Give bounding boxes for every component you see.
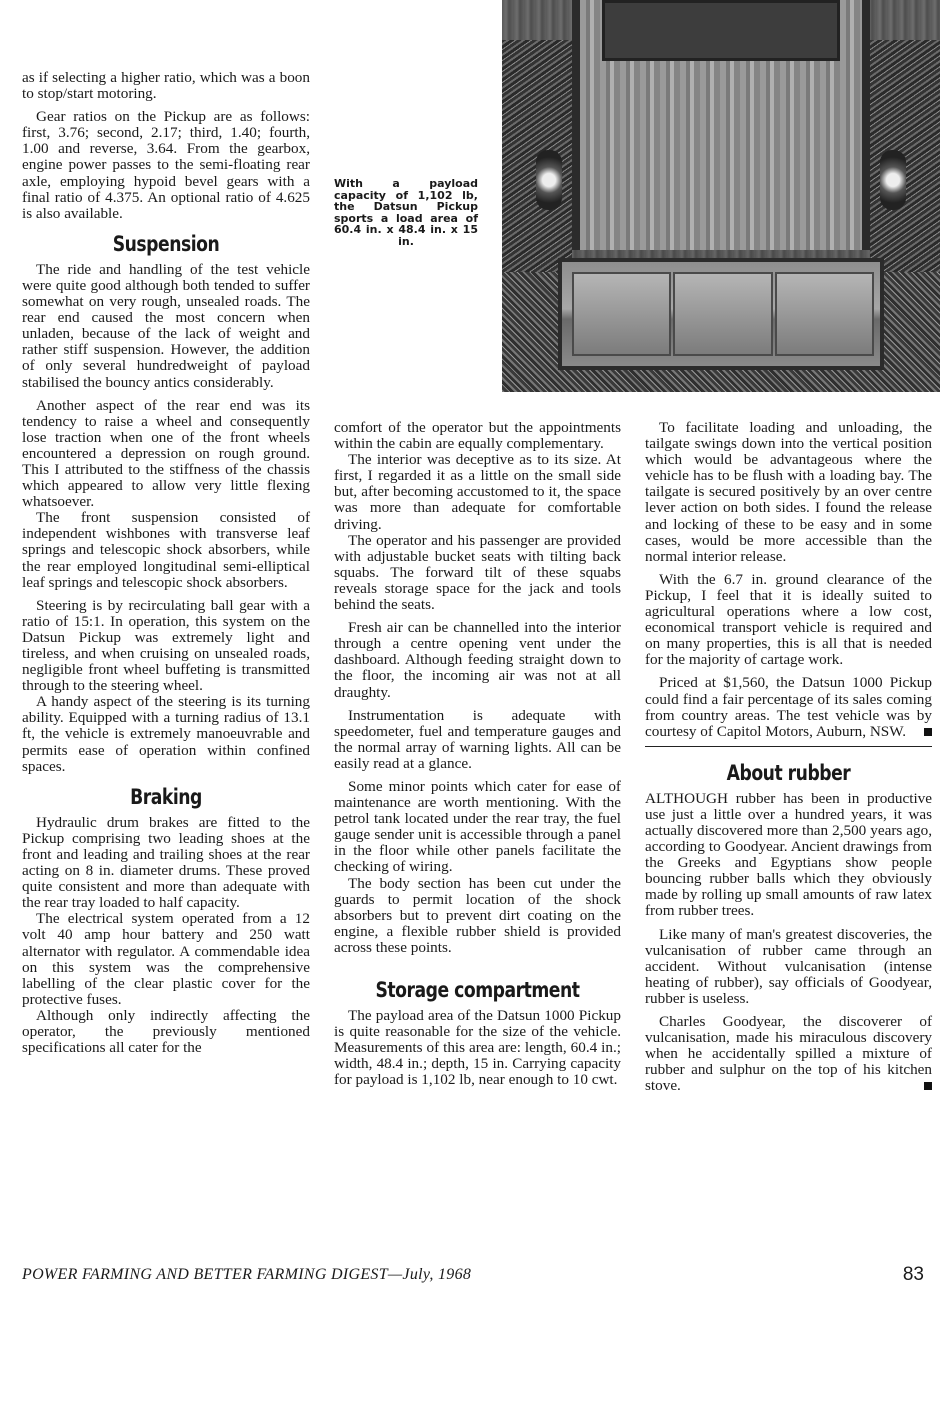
cab-rear: [602, 0, 840, 61]
column-1: [22, 70, 310, 1063]
paragraph: Gear ratios on the Pickup are as follows: first, 3.76; second, 2.17; third, 1.40; fourth, 1.00 and reverse, 3.64. From the gearbox, engine power passes to the semi-floating rear axle, employing hypoid bevel gears with a final ratio of 4.375. An optional ratio of 4.625 is also available.: [22, 108, 310, 222]
heading-braking: Braking: [130, 784, 202, 809]
paragraph: The ride and handling of the test vehicle were quite good although both tended to suffer somewhat on very rough, unsealed roads. The rear end caused the most concern when unladen, because of the lack of weight and rather stiff suspension. However, the addition of only several hundredweight of payload stabilised the bouncy antics considerably.: [22, 260, 310, 391]
tail-lamp-left: [536, 150, 562, 210]
paragraph: Although only indirectly affecting the operator, the previously mentioned specifications all cater for the: [22, 1006, 310, 1057]
tail-lamp-right: [880, 150, 906, 210]
paragraph: comfort of the operator but the appointments within the cabin are equally complementary.: [334, 419, 621, 453]
paragraph: Instrumentation is adequate with speedometer, fuel and temperature gauges and the normal array of warning lights. All can be easily read at a glance.: [334, 706, 621, 772]
paragraph: With the 6.7 in. ground clearance of the Pickup, I feel that it is ideally suited to agricultural operations where a low cost, economical transport vehicle is required and on many properties, this is all that is needed for the majority of cartage work.: [645, 570, 932, 669]
section-divider: [645, 746, 932, 747]
column-2: [334, 420, 621, 1095]
heading-storage-compartment: Storage compartment: [375, 978, 580, 1002]
photo-caption: With a payload capacity of 1,102 lb, the Datsun Pickup sports a load area of 60.4 in. x 48.4 in. x 15 in.: [334, 177, 478, 248]
paragraph: To facilitate loading and unloading, the tailgate swings down into the vertical position which would be advantageous where the vehicle has to be flush with a loading bay. The tailgate is secured positively by an over centre lever action on both sides. I found the release and locking of these to be easy and in some cases, would be more accessible than the normal interior release.: [645, 419, 932, 565]
tailgate: [558, 258, 884, 370]
pickup-tray-photo: [502, 0, 940, 392]
paragraph: Another aspect of the rear end was its tendency to raise a wheel and consequently lose traction when one of the front wheels encountered a depression on rough ground. This I attributed to the stiffness of the chassis which appeared to allow very little flexing whatsoever.: [22, 396, 310, 511]
paragraph: [645, 1014, 932, 1094]
paragraph: Fresh air can be channelled into the interior through a centre opening vent under the dashboard. Although feeding straight down to the floor, the incoming air was not at all draughty.: [334, 619, 621, 701]
heading-about-rubber: About rubber: [726, 760, 851, 785]
paragraph-text: Charles Goodyear, the discoverer of vulcanisation, made his miraculous discovery when he accidentally spilled a mixture of rubber and sulphur on the top of his kitchen stove.: [645, 1013, 932, 1095]
paragraph: The body section has been cut under the guards to permit location of the shock absorbers but to prevent dirt coating on the engine, a flexible rubber shield is provided across these points.: [334, 874, 621, 956]
tailgate-panel: [572, 272, 671, 356]
paragraph-text: Priced at $1,560, the Datsun 1000 Pickup could find a fair percentage of its sales coming from country areas. The test vehicle was by courtesy of Capitol Motors, Auburn, NSW.: [645, 674, 932, 740]
paragraph: Hydraulic drum brakes are fitted to the Pickup comprising two leading shoes at the front and leading and trailing shoes at the rear acting on 8 in. diameter drums. These proved quite consistent and more than adequate with the rear tray loaded to half capacity.: [22, 813, 310, 912]
paragraph: A handy aspect of the steering is its turning ability. Equipped with a turning radius of 13.1 ft, the vehicle is extremely manoeuvrable and permits ease of operation within confined spaces.: [22, 693, 310, 775]
paragraph: Some minor points which cater for ease of maintenance are worth mentioning. With the petrol tank located under the rear tray, the fuel gauge sender unit is accessible through a panel in the floor while other panels facilitate the checking of wiring.: [334, 777, 621, 876]
heading-suspension: Suspension: [112, 231, 220, 256]
publication-footer: POWER FARMING AND BETTER FARMING DIGEST—July, 1968: [22, 1266, 472, 1283]
paragraph: The interior was deceptive as to its size. At first, I regarded it as a little on the small side but, after becoming accustomed to it, the space was more than adequate for comfortable driving.: [334, 451, 621, 533]
paragraph: The operator and his passenger are provided with adjustable bucket seats with tilting back squabs. The forward tilt of these squabs reveals storage space for the jack and tools behind the seats.: [334, 531, 621, 614]
page-number: 83: [902, 1264, 924, 1285]
end-mark-icon: [924, 728, 932, 736]
paragraph: Steering is by recirculating ball gear with a ratio of 15:1. In operation, this system on the Datsun Pickup was extremely light and tireless, and when cruising on unsealed roads, negligible front wheel buffeting is transmitted through to the steering wheel.: [22, 596, 310, 695]
tailgate-panel: [775, 272, 874, 356]
tailgate-panel: [673, 272, 772, 356]
paragraph: Like many of man's greatest discoveries, the vulcanisation of rubber came through an accident. Without vulcanisation (intense heating of rubber), say officials of Goodyear, rubber is useless.: [645, 925, 932, 1007]
paragraph: as if selecting a higher ratio, which was a boon to stop/start motoring.: [22, 69, 310, 103]
paragraph: [645, 675, 932, 739]
paragraph: The payload area of the Datsun 1000 Pickup is quite reasonable for the size of the vehicle. Measurements of this area are: length, 60.4 in.; width, 48.4 in.; depth, 15 in. Carrying capacity for payload is 1,102 lb, near enough to 10 cwt.: [334, 1007, 621, 1089]
paragraph: ALTHOUGH rubber has been in productive use just a little over a hundred years, it was actually discovered more than 2,500 years ago, according to Goodyear. Ancient drawings from the Greeks and Egyptians show people bouncing rubber balls which they obviously made by rolling up small amounts of raw latex from rubber trees.: [645, 789, 932, 920]
end-mark-icon: [924, 1082, 932, 1090]
paragraph: The front suspension consisted of independent wishbones with transverse leaf springs and telescopic shock absorbers, while the rear employed longitudinal semi-elliptical leaf springs and telescopic shock absorbers.: [22, 509, 310, 591]
paragraph: The electrical system operated from a 12 volt 40 amp hour battery and 250 watt alternator with regulator. A commendable idea on this system was the comprehensive labelling of the clear plastic cover for the protective fuses.: [22, 910, 310, 1008]
column-3: [645, 420, 932, 1101]
